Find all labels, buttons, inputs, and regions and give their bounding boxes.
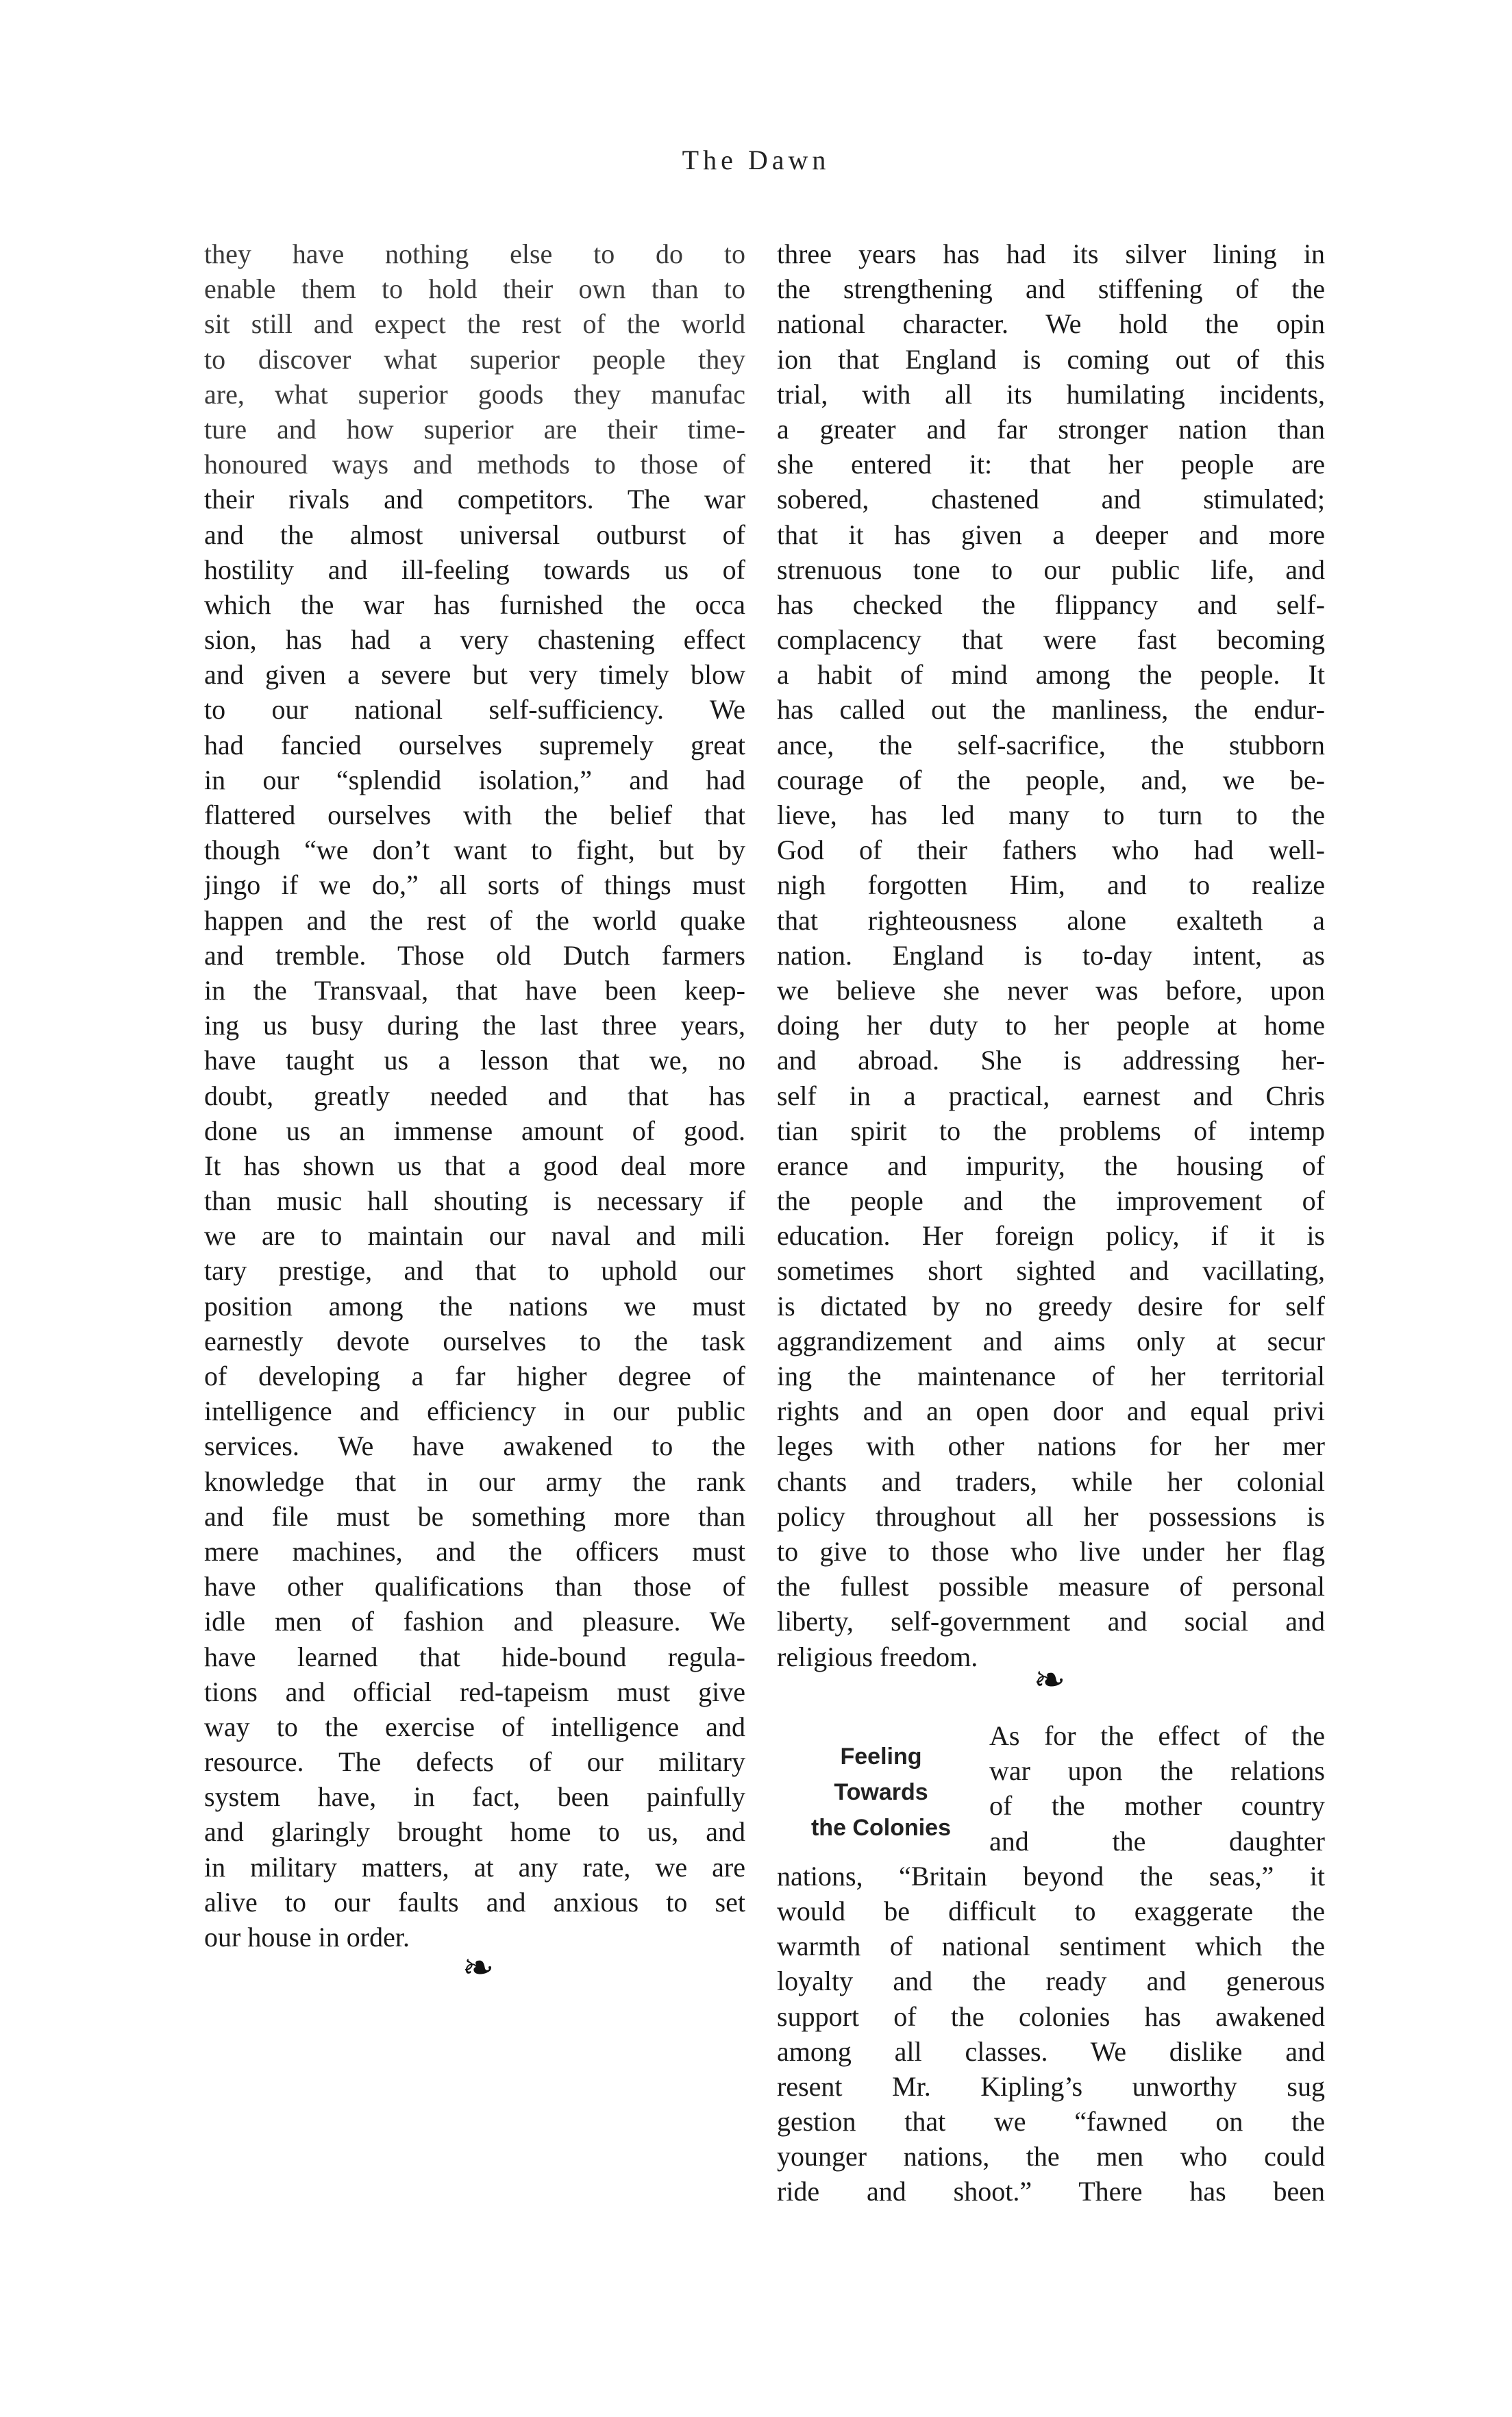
text-line: doing her duty to her people at home bbox=[777, 1010, 1325, 1041]
text-line: war upon the relations bbox=[989, 1755, 1325, 1787]
text-line: to give to those who live under her flag bbox=[777, 1535, 1325, 1567]
text-line: their rivals and competitors. The war bbox=[204, 484, 745, 515]
text-line: in military matters, at any rate, we are bbox=[204, 1851, 745, 1883]
side-heading-line: the Colonies bbox=[810, 1815, 952, 1841]
text-line: gestion that we “fawned on the bbox=[777, 2106, 1325, 2137]
text-line: policy throughout all her possessions is bbox=[777, 1500, 1325, 1532]
text-line: leges with other nations for her mer bbox=[777, 1430, 1325, 1462]
text-line: education. Her foreign policy, if it is bbox=[777, 1220, 1325, 1252]
text-line: sion, has had a very chastening effect bbox=[204, 624, 745, 656]
text-line: mere machines, and the officers must bbox=[204, 1535, 745, 1567]
text-line: resent Mr. Kipling’s unworthy sug bbox=[777, 2070, 1325, 2102]
text-line: ride and shoot.” There has been bbox=[777, 2176, 1325, 2207]
text-line: courage of the people, and, we be- bbox=[777, 764, 1325, 795]
text-line: in the Transvaal, that have been keep- bbox=[204, 974, 745, 1006]
text-line: than music hall shouting is necessary if bbox=[204, 1185, 745, 1217]
text-line: erance and impurity, the housing of bbox=[777, 1150, 1325, 1181]
text-line: religious freedom. bbox=[777, 1641, 978, 1672]
text-line: and the almost universal outburst of bbox=[204, 519, 745, 550]
side-heading-line: Feeling bbox=[840, 1744, 922, 1770]
text-line: we are to maintain our naval and mili bbox=[204, 1220, 745, 1252]
text-line: we believe she never was before, upon bbox=[777, 974, 1325, 1006]
text-line: in our “splendid isolation,” and had bbox=[204, 764, 745, 795]
text-line: has called out the manliness, the endur- bbox=[777, 694, 1325, 726]
text-line: flattered ourselves with the belief that bbox=[204, 800, 745, 830]
text-line: to our national self-sufficiency. We bbox=[204, 694, 745, 726]
text-line: idle men of fashion and pleasure. We bbox=[204, 1606, 745, 1637]
text-line: the fullest possible measure of personal bbox=[777, 1571, 1325, 1602]
text-line: aggrandizement and aims only at secur bbox=[777, 1325, 1325, 1356]
text-line: tions and official red-tapeism must give bbox=[204, 1676, 745, 1707]
right-column-text bbox=[777, 236, 1325, 1674]
text-line: and glaringly brought home to us, and bbox=[204, 1816, 745, 1848]
text-line: national character. We hold the opin bbox=[777, 308, 1325, 340]
text-line: support of the colonies has awakened bbox=[777, 2000, 1325, 2032]
text-line: a habit of mind among the people. It bbox=[777, 659, 1325, 691]
text-line: loyalty and the ready and generous bbox=[777, 1966, 1325, 1997]
running-head: The Dawn bbox=[682, 145, 830, 175]
text-line: are, what superior goods they manufac bbox=[204, 378, 745, 410]
text-line: happen and the rest of the world quake bbox=[204, 904, 745, 936]
text-line: has checked the flippancy and self- bbox=[777, 588, 1325, 620]
text-line: hostility and ill-feeling towards us of bbox=[204, 554, 745, 585]
text-line: honoured ways and methods to those of bbox=[204, 449, 745, 480]
text-line: of developing a far higher degree of bbox=[204, 1361, 745, 1391]
text-line: ion that England is coming out of this bbox=[777, 343, 1325, 375]
text-line: rights and an open door and equal privi bbox=[777, 1396, 1325, 1427]
text-line: sometimes short sighted and vacillating, bbox=[777, 1255, 1325, 1287]
text-line: trial, with all its humilating incidents, bbox=[777, 378, 1325, 410]
section-ornament-left: ❧ bbox=[462, 1947, 495, 1990]
text-line: complacency that were fast becoming bbox=[777, 624, 1325, 656]
text-line: nation. England is to-day intent, as bbox=[777, 939, 1325, 971]
text-line: tary prestige, and that to uphold our bbox=[204, 1255, 745, 1287]
text-line: As for the effect of the bbox=[989, 1720, 1325, 1751]
text-line: they have nothing else to do to bbox=[204, 238, 745, 269]
text-line: and abroad. She is addressing her- bbox=[777, 1045, 1325, 1076]
text-line: strenuous tone to our public life, and bbox=[777, 554, 1325, 585]
text-line: enable them to hold their own than to bbox=[204, 273, 745, 305]
text-line: she entered it: that her people are bbox=[777, 449, 1325, 480]
text-line: position among the nations we must bbox=[204, 1290, 745, 1322]
text-line: intelligence and efficiency in our public bbox=[204, 1396, 745, 1427]
text-line: done us an immense amount of good. bbox=[204, 1115, 745, 1146]
text-line: resource. The defects of our military bbox=[204, 1746, 745, 1778]
text-line: that righteousness alone exalteth a bbox=[777, 904, 1325, 936]
text-line: sit still and expect the rest of the world bbox=[204, 308, 745, 340]
text-line: ing the maintenance of her territorial bbox=[777, 1361, 1325, 1391]
text-line: services. We have awakened to the bbox=[204, 1430, 745, 1462]
text-line: earnestly devote ourselves to the task bbox=[204, 1325, 745, 1356]
text-line: and tremble. Those old Dutch farmers bbox=[204, 939, 745, 971]
text-line: tian spirit to the problems of intemp bbox=[777, 1115, 1325, 1146]
text-line: a greater and far stronger nation than bbox=[777, 413, 1325, 445]
text-line: that it has given a deeper and more bbox=[777, 519, 1325, 550]
text-line: way to the exercise of intelligence and bbox=[204, 1711, 745, 1742]
text-line: three years has had its silver lining in bbox=[777, 238, 1325, 269]
text-line: chants and traders, while her colonial bbox=[777, 1465, 1325, 1497]
right-column-lower-text bbox=[777, 1718, 1325, 2209]
text-line: would be difficult to exaggerate the bbox=[777, 1895, 1325, 1926]
text-line: ing us busy during the last three years, bbox=[204, 1010, 745, 1041]
text-line: ance, the self-sacrifice, the stubborn bbox=[777, 729, 1325, 760]
text-line: have taught us a lesson that we, no bbox=[204, 1045, 745, 1076]
text-line: which the war has furnished the occa bbox=[204, 588, 745, 620]
text-line: nations, “Britain beyond the seas,” it bbox=[777, 1860, 1325, 1892]
text-line: among all classes. We dislike and bbox=[777, 2035, 1325, 2067]
text-line: It has shown us that a good deal more bbox=[204, 1150, 745, 1181]
section-ornament-right: ❧ bbox=[1033, 1659, 1066, 1702]
text-line: younger nations, the men who could bbox=[777, 2141, 1325, 2172]
text-line: jingo if we do,” all sorts of things must bbox=[204, 869, 745, 901]
text-line: lieve, has led many to turn to the bbox=[777, 800, 1325, 830]
left-column-text bbox=[204, 236, 745, 1955]
text-line: and file must be something more than bbox=[204, 1500, 745, 1532]
text-line: though “we don’t want to fight, but by bbox=[204, 834, 745, 866]
text-line: our house in order. bbox=[204, 1922, 410, 1953]
text-line: system have, in fact, been painfully bbox=[204, 1781, 745, 1813]
text-line: liberty, self-government and social and bbox=[777, 1606, 1325, 1637]
text-line: have learned that hide-bound regula- bbox=[204, 1641, 745, 1672]
text-line: the people and the improvement of bbox=[777, 1185, 1325, 1217]
text-line: alive to our faults and anxious to set bbox=[204, 1886, 745, 1918]
text-line: nigh forgotten Him, and to realize bbox=[777, 869, 1325, 901]
text-line: warmth of national sentiment which the bbox=[777, 1931, 1325, 1962]
text-line: of the mother country bbox=[989, 1790, 1325, 1822]
text-line: to discover what superior people they bbox=[204, 343, 745, 375]
side-heading-line: Towards bbox=[834, 1779, 928, 1805]
text-line: knowledge that in our army the rank bbox=[204, 1465, 745, 1497]
text-line: self in a practical, earnest and Chris bbox=[777, 1080, 1325, 1111]
text-line: sobered, chastened and stimulated; bbox=[777, 484, 1325, 515]
text-line: and the daughter bbox=[989, 1825, 1325, 1857]
text-line: God of their fathers who had well- bbox=[777, 834, 1325, 866]
text-line: have other qualifications than those of bbox=[204, 1571, 745, 1602]
text-line: and given a severe but very timely blow bbox=[204, 659, 745, 691]
text-line: is dictated by no greedy desire for self bbox=[777, 1290, 1325, 1322]
text-line: ture and how superior are their time- bbox=[204, 413, 745, 445]
text-line: doubt, greatly needed and that has bbox=[204, 1080, 745, 1111]
text-line: had fancied ourselves supremely great bbox=[204, 729, 745, 760]
text-line: the strengthening and stiffening of the bbox=[777, 273, 1325, 305]
